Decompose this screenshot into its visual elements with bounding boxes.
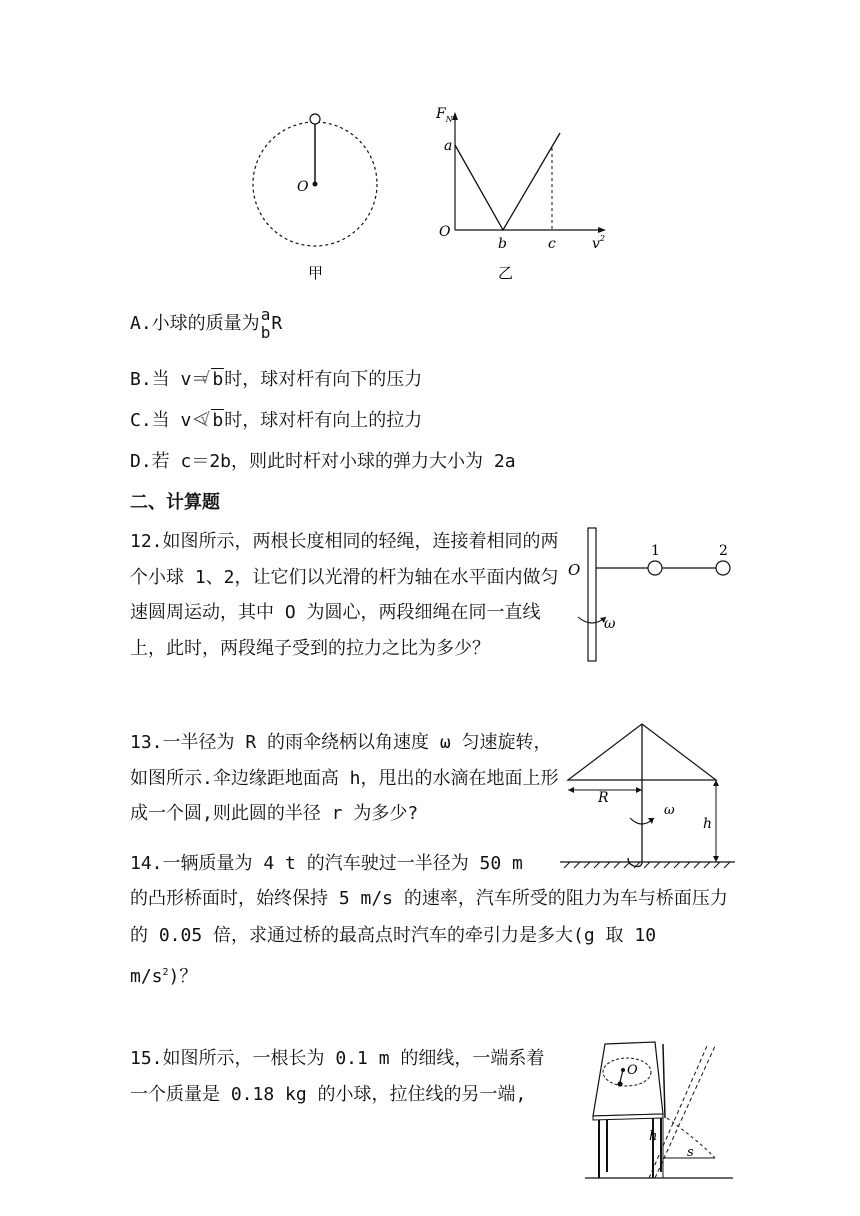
r-arrow-head-left: [568, 787, 574, 793]
option-a: A.小球的质量为 a b R: [130, 305, 283, 342]
rotation-arrow-head: [648, 818, 654, 824]
figure-q15: [585, 1032, 735, 1180]
x-tick-b: b: [498, 236, 507, 252]
ball: [617, 1081, 622, 1086]
caption-left: 甲: [308, 264, 324, 282]
label-2: 2: [719, 543, 728, 559]
ball-2: [716, 561, 730, 575]
center-label: O: [297, 179, 309, 195]
sqrt: √ b: [211, 409, 224, 431]
x-arrow: [598, 227, 606, 233]
question-15: 15.如图所示，一根长为 0.1 m 的细线，一端系着一个质量是 0.18 kg 的小球，拉住线的另一端,: [130, 1048, 545, 1105]
figure-q13: [560, 722, 740, 872]
label-s: s: [687, 1145, 694, 1160]
section-heading: 二、计算题: [130, 492, 220, 513]
fraction: a b: [260, 305, 271, 342]
label-1: 1: [651, 543, 660, 559]
h-arrow-head-bottom: [713, 856, 719, 862]
ground-hatching: [564, 862, 730, 868]
option-c: C.当 v＜√ b时，球对杆有向上的拉力: [130, 409, 422, 433]
label-omega: ω: [604, 616, 616, 632]
origin-label: O: [439, 224, 451, 240]
graph-line: [455, 133, 560, 230]
table-top: [593, 1042, 663, 1116]
y-tick-a: a: [444, 138, 453, 154]
ball-1: [648, 561, 662, 575]
option-d: D.若 c＝2b，则此时杆对小球的弹力大小为 2a: [130, 451, 516, 472]
y-arrow: [452, 112, 458, 120]
label-h: h: [703, 816, 713, 832]
question-13: 13.一半径为 R 的雨伞绕柄以角速度 ω 匀速旋转，如图所示.伞边缘距地面高 h，甩出的水滴在地面上形成一个圆,则此圆的半径 r 为多少?: [130, 732, 559, 824]
label-h: h: [649, 1129, 658, 1144]
h-arrow-head-top: [713, 780, 719, 786]
caption-right: 乙: [498, 264, 514, 282]
ball: [310, 114, 320, 124]
label-r: R: [598, 790, 609, 806]
center-dot: [313, 182, 318, 187]
question-14-line1: 14.一辆质量为 4 t 的汽车驶过一半径为 50 m: [130, 853, 523, 874]
x-axis-label: $v^2$: [592, 234, 606, 252]
sqrt: √ b: [211, 368, 224, 390]
question-14: 的凸形桥面时，始终保持 5 m/s 的速率，汽车所受的阻力为车与桥面压力的 0.05 倍，求通过桥的最高点时汽车的牵引力是多大(g 取 10 $m/s^2$)？: [130, 888, 728, 987]
side-leg: [663, 1044, 665, 1118]
x-tick-c: c: [548, 236, 556, 252]
label-omega: ω: [664, 803, 675, 818]
figure-q12: [560, 525, 740, 665]
figure-top: [240, 100, 620, 290]
r-arrow-head-right: [636, 787, 642, 793]
question-12: 12.如图所示，两根长度相同的轻绳，连接着相同的两个小球 1、2，让它们以光滑的杆为轴在水平面内做匀速圆周运动，其中 O 为圆心，两段细绳在同一直线上，此时，两段绳子受到的拉力之比为多少？: [130, 531, 559, 659]
label-o: O: [627, 1063, 638, 1078]
y-axis-label: $F_N$: [436, 106, 453, 124]
rod: [588, 528, 596, 661]
option-b: B.当 v＝√ b时，球对杆有向下的压力: [130, 368, 422, 392]
label-o: O: [568, 561, 581, 579]
